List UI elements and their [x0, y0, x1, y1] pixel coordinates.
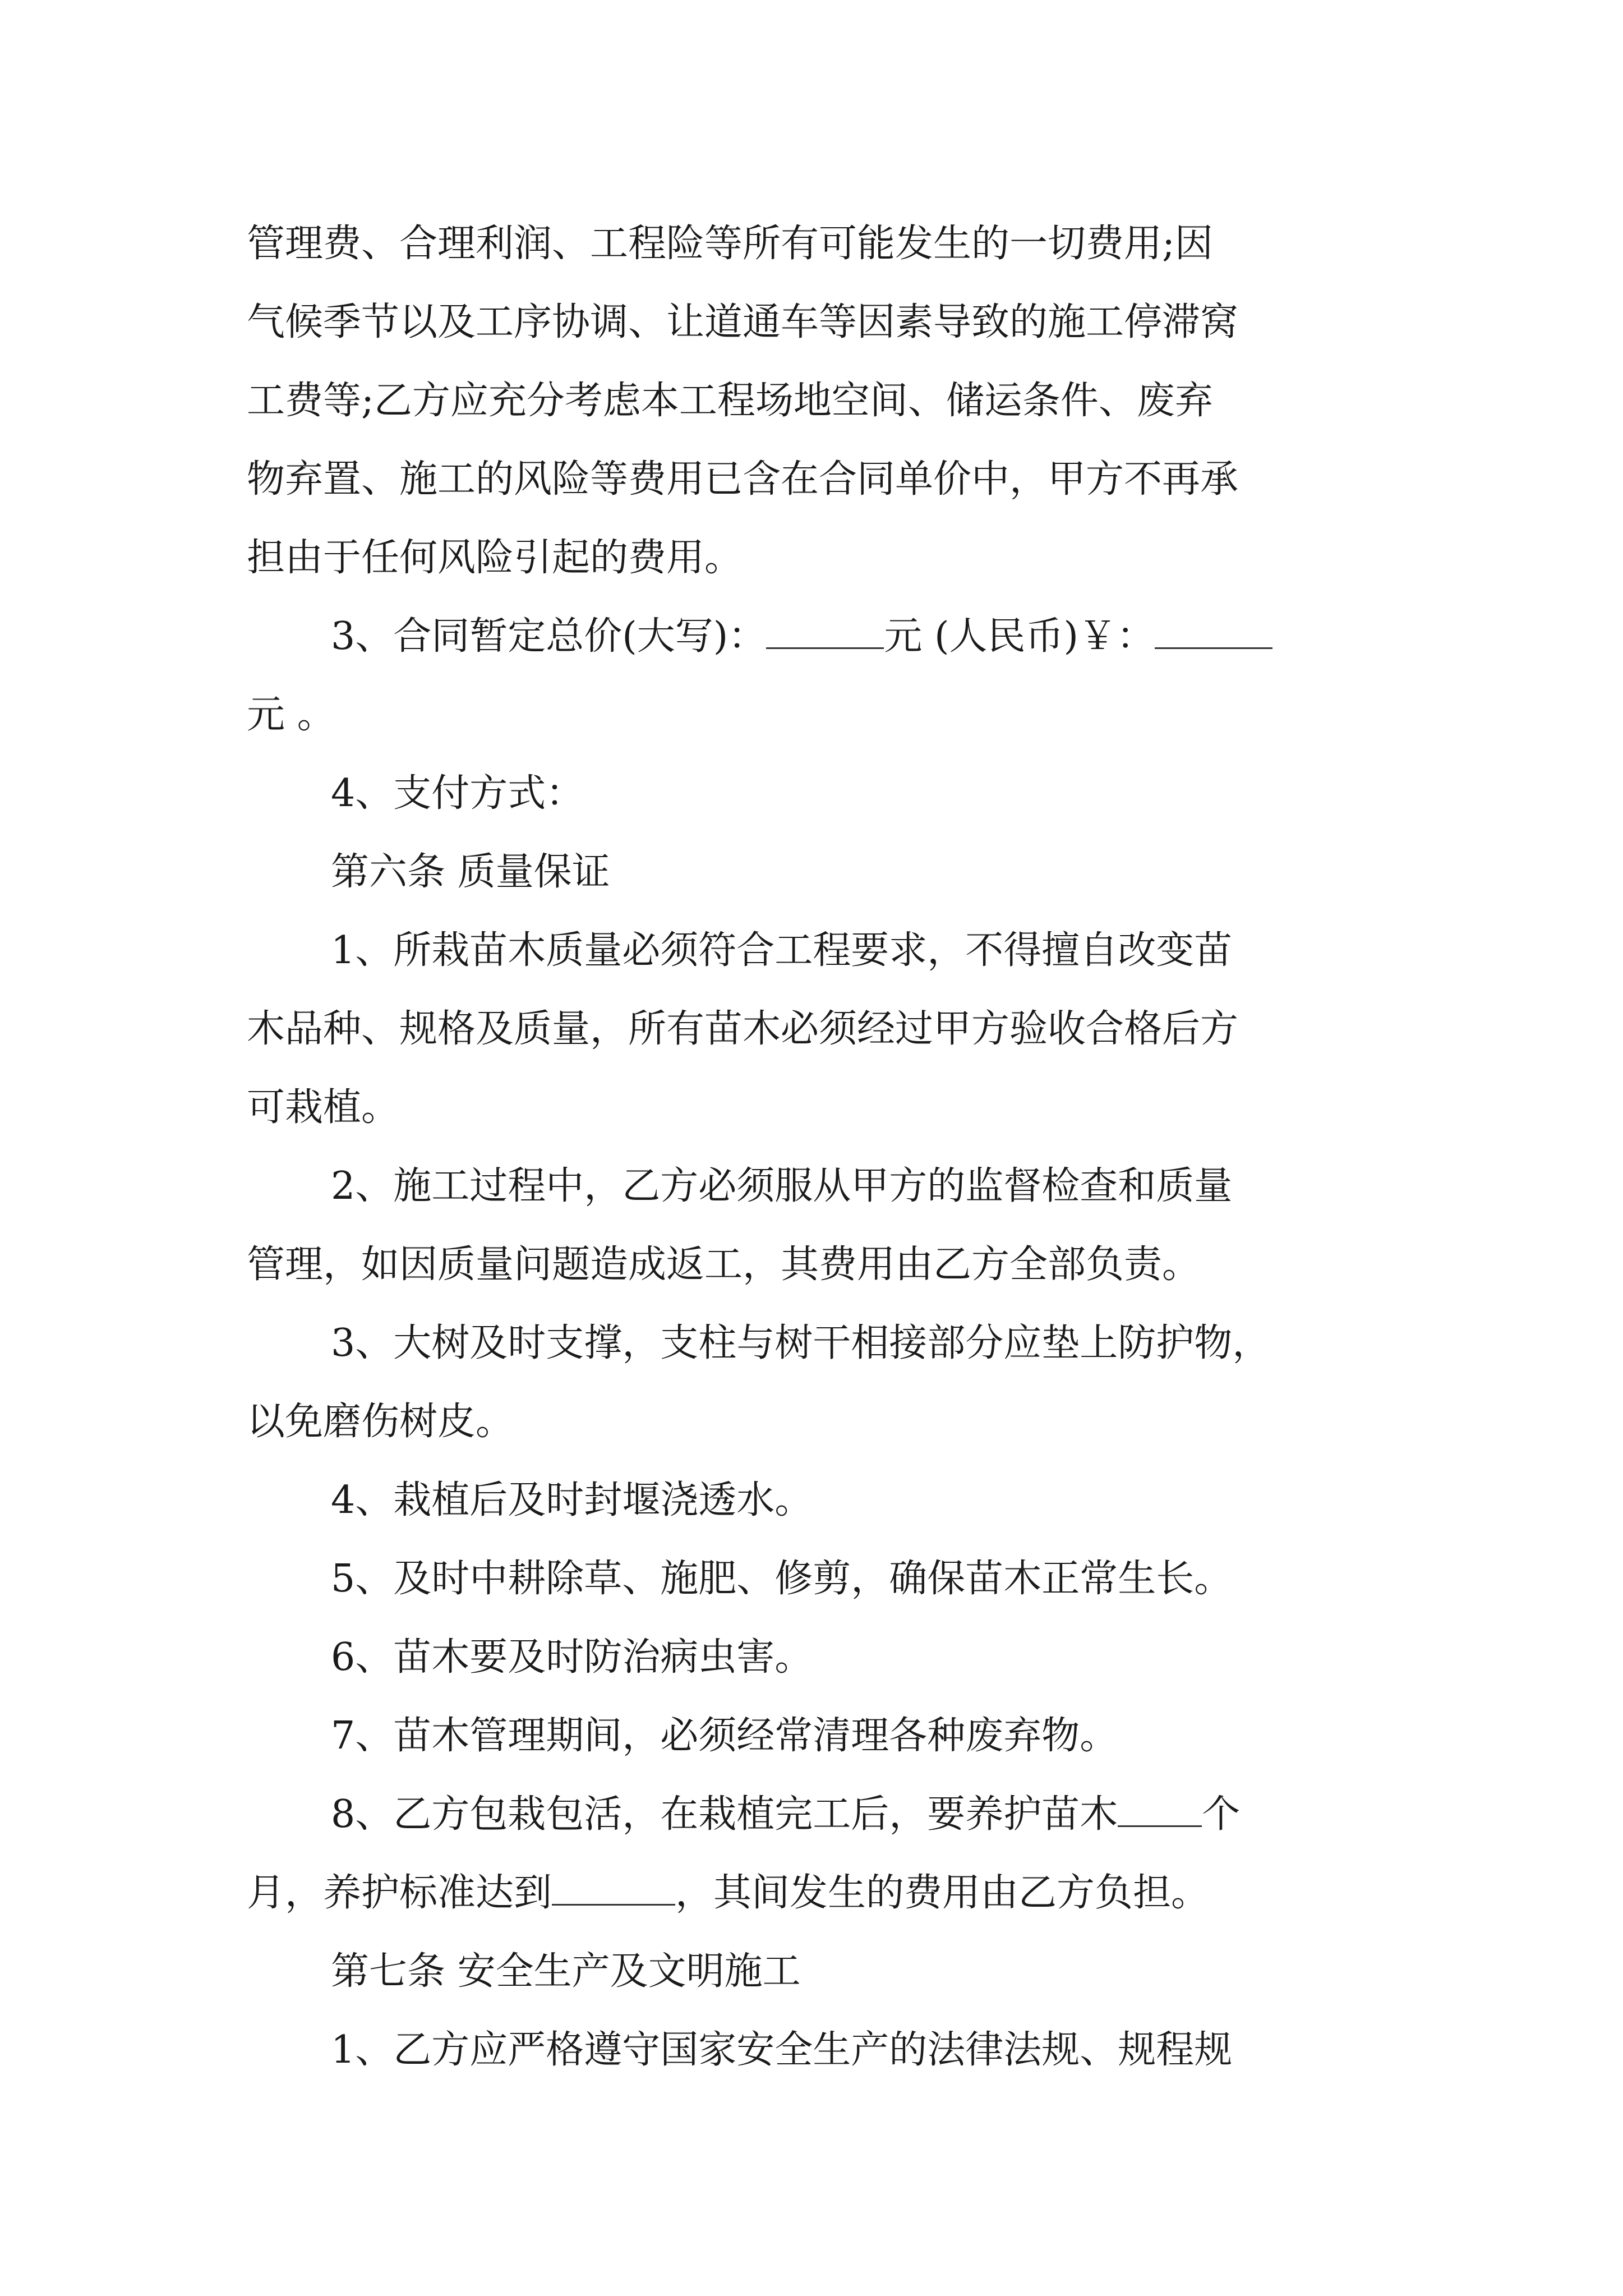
- maintenance-standard-label: 月，养护标准达到: [247, 1871, 552, 1915]
- maintenance-cost-text: ，其间发生的费用由乙方负担。: [675, 1871, 1210, 1915]
- text-line: 木品种、规格及质量，所有苗木必须经过甲方验收合格后方: [247, 1007, 1239, 1051]
- text-line: 担由于任何风险引起的费用。: [247, 536, 743, 580]
- total-price-line: [331, 597, 1272, 676]
- text-line: 物弃置、施工的风险等费用已含在合同单价中，甲方不再承: [247, 457, 1239, 501]
- text-line: 5、及时中耕除草、施肥、修剪，确保苗木正常生长。: [331, 1557, 1233, 1601]
- fill-in-blank: [766, 608, 884, 649]
- text-line: 元 。: [247, 693, 335, 737]
- total-price-label: 3、合同暂定总价(大写)：: [331, 614, 767, 659]
- month-unit: 个: [1202, 1792, 1241, 1837]
- text-line: 6、苗木要及时防治病虫害。: [331, 1635, 813, 1680]
- text-line: 4、支付方式：: [331, 771, 584, 816]
- text-line: 3、大树及时支撑，支柱与树干相接部分应垫上防护物，: [331, 1321, 1271, 1365]
- section-heading: 第七条 安全生产及文明施工: [331, 1949, 801, 1994]
- text-line: 1、乙方应严格遵守国家安全生产的法律法规、规程规: [331, 2028, 1233, 2072]
- text-line: 2、施工过程中，乙方必须服从甲方的监督检查和质量: [331, 1164, 1233, 1208]
- text-line: 管理，如因质量问题造成返工，其费用由乙方全部负责。: [247, 1243, 1201, 1287]
- section-heading: 第六条 质量保证: [331, 850, 610, 894]
- text-line: 工费等;乙方应充分考虑本工程场地空间、储运条件、废弃: [247, 379, 1213, 423]
- total-price-rmb-label: 元 (人民币)￥：: [884, 614, 1155, 659]
- maintenance-standard-line: [247, 1854, 1209, 1932]
- fill-in-blank: [1118, 1786, 1202, 1827]
- text-line: 气候季节以及工序协调、让道通车等因素导致的施工停滞窝: [247, 300, 1239, 344]
- text-line: 可栽植。: [247, 1085, 400, 1130]
- text-line: 1、所栽苗木质量必须符合工程要求，不得擅自改变苗: [331, 928, 1233, 973]
- text-line: 7、苗木管理期间，必须经常清理各种废弃物。: [331, 1714, 1118, 1758]
- fill-in-blank: [1155, 608, 1272, 649]
- text-line: 以免磨伤树皮。: [247, 1400, 514, 1444]
- fill-in-blank: [552, 1865, 675, 1906]
- maintenance-label: 8、乙方包栽包活，在栽植完工后，要养护苗木: [331, 1792, 1118, 1837]
- text-line: 管理费、合理利润、工程险等所有可能发生的一切费用;因: [247, 222, 1213, 266]
- text-line: 4、栽植后及时封堰浇透水。: [331, 1478, 813, 1522]
- maintenance-line: [331, 1775, 1240, 1854]
